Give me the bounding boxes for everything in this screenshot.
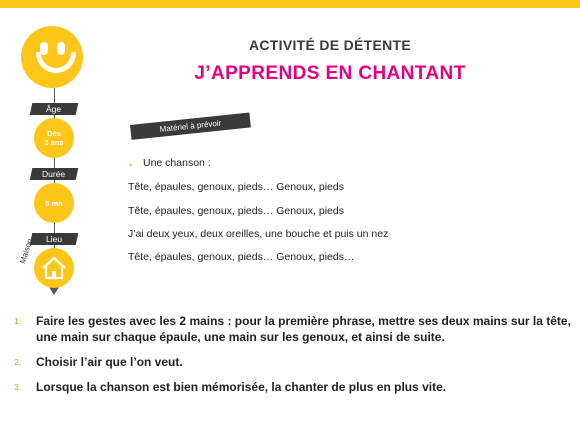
duree-label: Durée — [42, 169, 66, 179]
song-line: Tête, épaules, genoux, pieds… Genoux, pieds — [128, 205, 344, 217]
song-line: Tête, épaules, genoux, pieds… Genoux, pieds — [128, 181, 344, 193]
step-number: 3. — [14, 382, 22, 392]
lieu-label: Lieu — [45, 234, 63, 244]
steps-list — [14, 313, 574, 404]
smiley-icon — [21, 26, 83, 88]
step-text: Faire les gestes avec les 2 mains : pour la première phrase, mettre ses deux mains sur la tête, une main sur chaque épaule, une main sur les genoux, et ainsi de suite. — [36, 314, 571, 344]
age-tag — [30, 103, 79, 115]
age-value: Dès 3 ans — [44, 129, 64, 147]
house-icon — [41, 256, 67, 280]
step-text: Lorsque la chanson est bien mémorisée, la chanter de plus en plus vite. — [36, 380, 447, 394]
materiel-item: Une chanson : — [143, 157, 211, 169]
smiley-mouth — [36, 52, 76, 73]
step-item — [14, 379, 574, 395]
song-line: J’ai deux yeux, deux oreilles, une bouche et puis un nez — [128, 228, 389, 240]
page-title: J’APPRENDS EN CHANTANT — [194, 63, 466, 84]
timeline-arrow-icon — [49, 287, 59, 295]
bullet-icon: • — [129, 160, 133, 170]
song-line: Tête, épaules, genoux, pieds… Genoux, pieds… — [128, 251, 355, 263]
step-text: Choisir l’air que l’on veut. — [36, 355, 183, 369]
step-number: 1. — [14, 316, 22, 326]
step-item — [14, 354, 574, 370]
duree-tag — [30, 168, 79, 180]
duree-circle — [34, 183, 74, 223]
age-label: Âge — [46, 104, 62, 114]
lieu-value: Maison — [18, 237, 35, 265]
materiel-label: Matériel à prévoir — [130, 112, 251, 139]
duree-value: 5 mn — [45, 198, 63, 208]
step-number: 2. — [14, 357, 22, 367]
top-bar — [0, 0, 580, 8]
step-item — [14, 313, 574, 345]
age-circle — [34, 118, 74, 158]
activity-type-title: ACTIVITÉ DE DÉTENTE — [248, 37, 412, 53]
